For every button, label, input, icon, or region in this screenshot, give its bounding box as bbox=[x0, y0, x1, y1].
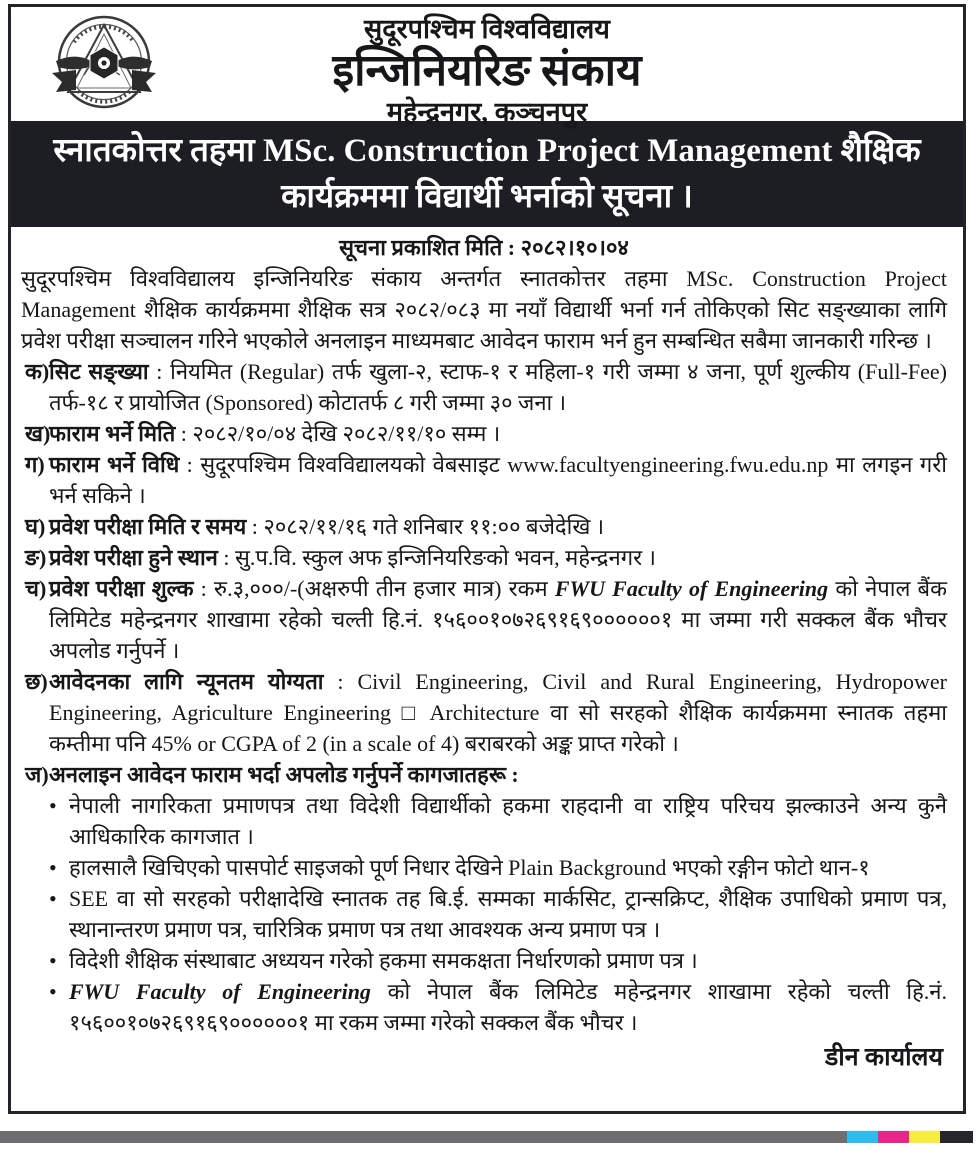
item-label: क) bbox=[25, 359, 50, 384]
bullet-text: हालसालै खिचिएको पासपोर्ट साइजको पूर्ण निधार देखिने Plain Background भएको रङ्गीन फोटो थान-१ bbox=[69, 855, 870, 880]
bullet-text: नेपाली नागरिकता प्रमाणपत्र तथा विदेशी विद्यार्थीको हकमा राहदानी वा राष्ट्रिय परिचय झल्काउने अन्य कुनै आधिकारिक कागजात । bbox=[69, 793, 947, 849]
item-text: : Civil Engineering, Civil and Rural Engineering, Hydropower Engineering, Agriculture Engineering □ Architecture वा सो सरहको शैक्षिक कार्यक्रममा स्नातक तहमा कम्तीमा पनि 45% or CGPA of 2 (in a scale of 4) बराबरको अङ्क प्राप्त गरेको । bbox=[49, 669, 947, 756]
university-name: सुदूरपश्चिम विश्वविद्यालय bbox=[364, 14, 610, 44]
bullet-icon: • bbox=[49, 948, 57, 973]
bullet-icon: • bbox=[49, 793, 57, 818]
colorbar-yellow-swatch bbox=[909, 1131, 940, 1143]
item-heading: सिट सङ्ख्या bbox=[49, 359, 149, 384]
item-text: : रु.३,०००/-(अक्षरुपी तीन हजार मात्र) रकम bbox=[193, 576, 555, 601]
item-text: : २०८२/१०/०४ देखि २०८२/११/१० सम्म । bbox=[175, 421, 501, 446]
item-label: छ) bbox=[25, 669, 48, 694]
item-label: घ) bbox=[25, 514, 46, 539]
notice-body bbox=[11, 227, 963, 1073]
document-bullet bbox=[45, 976, 947, 1038]
published-date: सूचना प्रकाशित मिति : २०८२।१०।०४ bbox=[339, 235, 629, 260]
notice-title-line-2: कार्यक्रममा विद्यार्थी भर्नाको सूचना । bbox=[281, 179, 693, 215]
list-item-chha bbox=[21, 666, 947, 759]
print-color-bar bbox=[0, 1131, 973, 1143]
document-bullet bbox=[45, 790, 947, 852]
item-emphasis: FWU Faculty of Engineering bbox=[554, 576, 829, 601]
bullet-icon: • bbox=[49, 855, 57, 880]
item-heading: फाराम भर्ने मिति bbox=[49, 421, 176, 446]
signature-dean-office: डीन कार्यालय bbox=[824, 1044, 943, 1071]
bullet-emphasis: FWU Faculty of Engineering bbox=[69, 979, 371, 1004]
notice-title-banner bbox=[11, 121, 963, 227]
bullet-text: विदेशी शैक्षिक संस्थाबाट अध्ययन गरेको हकमा समकक्षता निर्धारणको प्रमाण पत्र । bbox=[69, 948, 698, 973]
notice-document bbox=[8, 4, 966, 1114]
item-text: : सु.प.वि. स्कुल अफ इन्जिनियरिङको भवन, महेन्द्रनगर । bbox=[217, 545, 656, 570]
colorbar-black-swatch bbox=[940, 1131, 973, 1143]
list-item-nga bbox=[21, 542, 947, 573]
document-bullet bbox=[45, 852, 947, 883]
intro-paragraph: सुदूरपश्चिम विश्वविद्यालय इन्जिनियरिङ संकाय अन्तर्गत स्नातकोत्तर तहमा MSc. Construction Project Management शैक्षिक कार्यक्रममा शैक्षिक सत्र २०८२/०८३ मा नयाँ विद्यार्थी भर्ना गर्न तोकिएको सिट सङ्ख्याका लागि प्रवेश परीक्षा सञ्चालन गरिने भएकोले अनलाइन माध्यमबाट आवेदन फाराम भर्न हुन सम्बन्धित सबैमा जानकारी गरिन्छ । bbox=[21, 266, 947, 353]
list-item-kha bbox=[21, 418, 947, 449]
item-heading: अनलाइन आवेदन फाराम भर्दा अपलोड गर्नुपर्ने कागजातहरू : bbox=[49, 762, 519, 787]
item-text: : नियमित (Regular) तर्फ खुला-२, स्टाफ-१ र महिला-१ गरी जम्मा ४ जना, पूर्ण शुल्कीय (Full-Fee) तर्फ-१८ र प्रायोजित (Sponsored) कोटातर्फ ८ गरी जम्मा ३० जना । bbox=[49, 359, 948, 415]
list-item-gha bbox=[21, 511, 947, 542]
item-heading: आवेदनका लागि न्यूनतम योग्यता bbox=[49, 669, 324, 694]
bullet-text: SEE वा सो सरहको परीक्षादेखि स्नातक तह बि.ई. सम्मका मार्कसिट, ट्रान्सक्रिप्ट, शैक्षिक उपाधिको प्रमाण पत्र, स्थानान्तरण प्रमाण पत्र, चारित्रिक प्रमाण पत्र तथा आवश्यक अन्य प्रमाण पत्र । bbox=[69, 886, 947, 942]
document-bullet bbox=[45, 883, 947, 945]
address-line: महेन्द्रनगर, कञ्चनपुर bbox=[386, 97, 588, 127]
item-heading: प्रवेश परीक्षा शुल्क bbox=[49, 576, 194, 601]
item-heading: प्रवेश परीक्षा मिति र समय bbox=[49, 514, 247, 539]
item-label: ग) bbox=[25, 452, 45, 477]
item-label: ज) bbox=[25, 762, 49, 787]
colorbar-gray-segment bbox=[0, 1131, 847, 1143]
item-text: : २०८२/११/१६ गते शनिबार ११:०० बजेदेखि । bbox=[246, 514, 605, 539]
item-heading: प्रवेश परीक्षा हुने स्थान bbox=[49, 545, 218, 570]
list-item-ka bbox=[21, 356, 947, 418]
colorbar-cyan-swatch bbox=[847, 1131, 878, 1143]
required-documents-list bbox=[21, 790, 947, 1038]
item-text: : सुदूरपश्चिम विश्वविद्यालयको वेबसाइट www.facultyengineering.fwu.edu.np मा लगइन गरी भर्न सकिने । bbox=[49, 452, 947, 508]
item-heading: फाराम भर्ने विधि bbox=[49, 452, 180, 477]
university-seal-icon bbox=[33, 11, 175, 115]
list-item-ja bbox=[21, 759, 947, 790]
list-item-cha bbox=[21, 573, 947, 666]
faculty-name: इन्जिनियरिङ संकाय bbox=[332, 46, 642, 95]
notice-title-line-1: स्नातकोत्तर तहमा MSc. Construction Project Management शैक्षिक bbox=[53, 133, 921, 169]
item-label: च) bbox=[25, 576, 47, 601]
item-label: ख) bbox=[25, 421, 51, 446]
colorbar-magenta-swatch bbox=[878, 1131, 909, 1143]
item-text-after: को नेपाल बैंक लिमिटेड महेन्द्रनगर शाखामा रहेको चल्ती हि.नं. १५६००१०७२६९१६९००००००१ मा जम्मा गरी सक्कल बैंक भौचर अपलोड गर्नुपर्ने । bbox=[49, 576, 948, 663]
bullet-icon: • bbox=[49, 979, 57, 1004]
item-label: ङ) bbox=[25, 545, 47, 570]
bullet-icon: • bbox=[49, 886, 57, 911]
document-bullet bbox=[45, 945, 947, 976]
bullet-text: को नेपाल बैंक लिमिटेड महेन्द्रनगर शाखामा रहेको चल्ती हि.नं. १५६००१०७२६९१६९००००००१ मा रकम जम्मा गरेको सक्कल बैंक भौचर । bbox=[69, 979, 948, 1035]
letterhead bbox=[11, 7, 963, 127]
list-item-ga bbox=[21, 449, 947, 511]
